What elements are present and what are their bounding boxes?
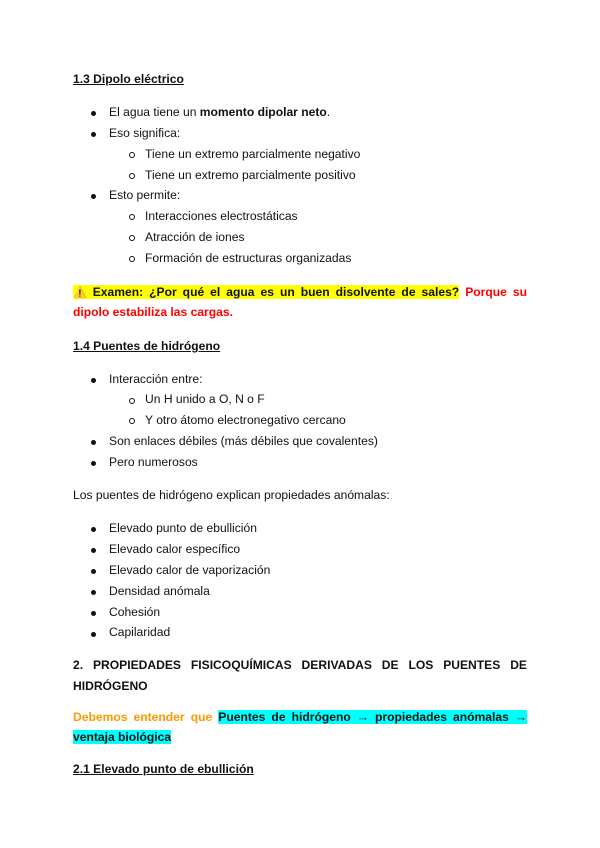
exam-highlight bbox=[73, 285, 459, 299]
sub-list-item: Un H unido a O, N o F bbox=[145, 392, 265, 406]
sub-list-item: Formación de estructuras organizadas bbox=[145, 251, 352, 265]
hollow-bullet-icon bbox=[129, 256, 135, 262]
bullet-icon bbox=[91, 527, 96, 532]
hollow-bullet-icon bbox=[129, 235, 135, 241]
key-idea-line2 bbox=[73, 730, 171, 745]
hollow-bullet-icon bbox=[129, 152, 135, 158]
exam-answer-part1: Porque su bbox=[465, 285, 527, 299]
key-idea-line bbox=[73, 710, 527, 725]
sub-list-item: Tiene un extremo parcialmente negativo bbox=[145, 147, 361, 161]
warning-icon: ⚠️ bbox=[73, 287, 87, 299]
text-span: . bbox=[326, 105, 331, 119]
bullet-icon bbox=[91, 194, 96, 199]
section-heading-1-3: 1.3 Dipolo eléctrico bbox=[73, 72, 184, 86]
section-heading-2-1: 2.1 Elevado punto de ebullición bbox=[73, 762, 254, 776]
bullet-icon bbox=[91, 611, 96, 616]
list-item: Eso significa: bbox=[109, 126, 181, 140]
paragraph: Los puentes de hidrógeno explican propiedades anómalas: bbox=[73, 488, 390, 502]
sub-list-item: Tiene un extremo parcialmente positivo bbox=[145, 168, 356, 182]
bullet-icon bbox=[91, 590, 96, 595]
section-heading-2-line1: 2. PROPIEDADES FISICOQUÍMICAS DERIVADAS DE LOS PUENTES DE bbox=[73, 658, 527, 672]
list-item: Pero numerosos bbox=[109, 455, 198, 469]
section-heading-1-4: 1.4 Puentes de hidrógeno bbox=[73, 339, 221, 353]
key-idea-highlight: ventaja biológica bbox=[73, 730, 172, 744]
exam-question: Examen: ¿Por qué el agua es un buen disolvente de sales? bbox=[92, 285, 460, 299]
hollow-bullet-icon bbox=[129, 173, 135, 179]
list-item: Esto permite: bbox=[109, 188, 181, 202]
list-item: Elevado punto de ebullición bbox=[109, 521, 257, 535]
key-idea-prefix: Debemos entender que bbox=[73, 710, 213, 724]
exam-answer-part2: dipolo estabiliza las cargas. bbox=[73, 305, 233, 319]
bullet-icon bbox=[91, 111, 96, 116]
hollow-bullet-icon bbox=[129, 214, 135, 220]
bullet-icon bbox=[91, 461, 96, 466]
text-span: El agua tiene un bbox=[109, 105, 200, 119]
bullet-icon bbox=[91, 569, 96, 574]
bullet-icon bbox=[91, 548, 96, 553]
exam-question-line bbox=[73, 285, 527, 300]
list-item bbox=[109, 105, 330, 120]
list-item: Son enlaces débiles (más débiles que covalentes) bbox=[109, 434, 378, 448]
hollow-bullet-icon bbox=[129, 398, 135, 404]
bold-text: momento dipolar neto bbox=[199, 105, 327, 119]
hollow-bullet-icon bbox=[129, 418, 135, 424]
list-item: Capilaridad bbox=[109, 625, 171, 639]
list-item: Densidad anómala bbox=[109, 584, 210, 598]
list-item: Interacción entre: bbox=[109, 372, 203, 386]
list-item: Cohesión bbox=[109, 605, 161, 619]
key-idea-highlight: Puentes de hidrógeno → propiedades anómalas → bbox=[218, 710, 527, 724]
section-heading-2-line2: HIDRÓGENO bbox=[73, 679, 148, 693]
sub-list-item: Interacciones electrostáticas bbox=[145, 209, 298, 223]
list-item: Elevado calor específico bbox=[109, 542, 241, 556]
bullet-icon bbox=[91, 632, 96, 637]
bullet-icon bbox=[91, 378, 96, 383]
sub-list-item: Atracción de iones bbox=[145, 230, 245, 244]
list-item: Elevado calor de vaporización bbox=[109, 563, 271, 577]
bullet-icon bbox=[91, 132, 96, 137]
sub-list-item: Y otro átomo electronegativo cercano bbox=[145, 413, 346, 427]
bullet-icon bbox=[91, 440, 96, 445]
